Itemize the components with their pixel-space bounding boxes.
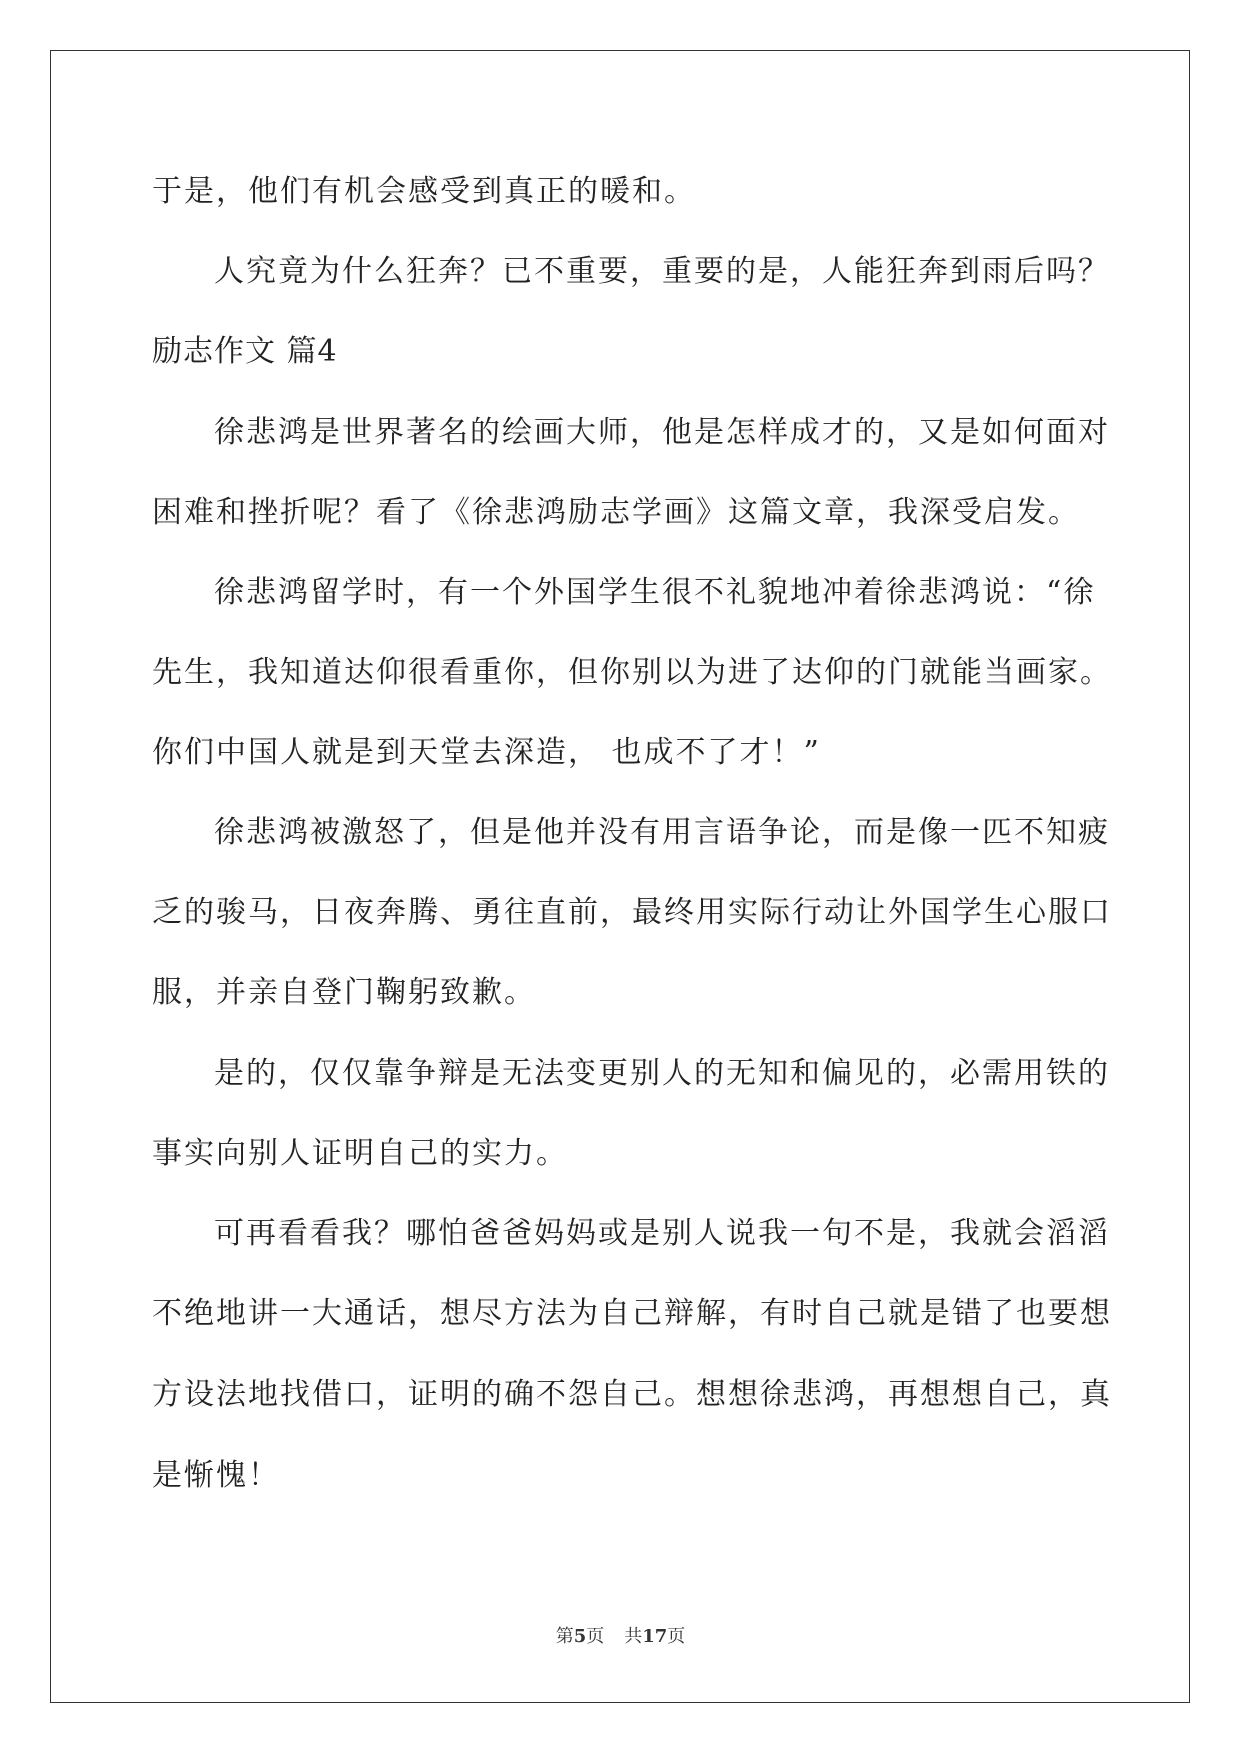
total-prefix: 共 bbox=[624, 1626, 643, 1647]
page-prefix: 第 bbox=[555, 1626, 574, 1647]
total-pages: 17 bbox=[642, 1626, 668, 1647]
paragraph-line: 是的，仅仅靠争辩是无法变更别人的无知和偏见的，必需用铁的 bbox=[214, 1056, 1110, 1091]
paragraph-line: 先生，我知道达仰很看重你，但你别以为进了达仰的门就能当画家。 bbox=[152, 655, 1112, 690]
paragraph-line: 你们中国人就是到天堂去深造， 也成不了才！” bbox=[152, 735, 821, 770]
paragraph-line: 可再看看我？哪怕爸爸妈妈或是别人说我一句不是，我就会滔滔 bbox=[214, 1216, 1110, 1251]
paragraph-line: 不绝地讲一大通话，想尽方法为自己辩解，有时自己就是错了也要想 bbox=[152, 1296, 1112, 1331]
paragraph-line: 徐悲鸿是世界著名的绘画大师，他是怎样成才的，又是如何面对 bbox=[214, 415, 1110, 450]
page-footer bbox=[0, 1626, 1241, 1648]
paragraph-line: 方设法地找借口，证明的确不怨自己。想想徐悲鸿，再想想自己，真 bbox=[152, 1377, 1112, 1412]
paragraph-line: 人究竟为什么狂奔？已不重要，重要的是，人能狂奔到雨后吗？ bbox=[214, 254, 1110, 289]
page-suffix: 页 bbox=[586, 1626, 605, 1647]
page-number: 5 bbox=[573, 1626, 587, 1647]
paragraph-line: 徐悲鸿留学时，有一个外国学生很不礼貌地冲着徐悲鸿说：“徐 bbox=[214, 575, 1096, 610]
section-heading: 励志作文 篇4 bbox=[152, 334, 338, 369]
paragraph-line: 服，并亲自登门鞠躬致歉。 bbox=[152, 975, 536, 1010]
paragraph-line: 事实向别人证明自己的实力。 bbox=[152, 1136, 568, 1171]
paragraph-line: 困难和挫折呢？看了《徐悲鸿励志学画》这篇文章，我深受启发。 bbox=[152, 495, 1080, 530]
paragraph-line: 徐悲鸿被激怒了，但是他并没有用言语争论，而是像一匹不知疲 bbox=[214, 815, 1110, 850]
paragraph-line: 是惭愧！ bbox=[152, 1458, 280, 1493]
total-suffix: 页 bbox=[667, 1626, 686, 1647]
paragraph-line: 乏的骏马，日夜奔腾、勇往直前，最终用实际行动让外国学生心服口 bbox=[152, 895, 1112, 930]
paragraph-line: 于是，他们有机会感受到真正的暖和。 bbox=[152, 174, 696, 209]
